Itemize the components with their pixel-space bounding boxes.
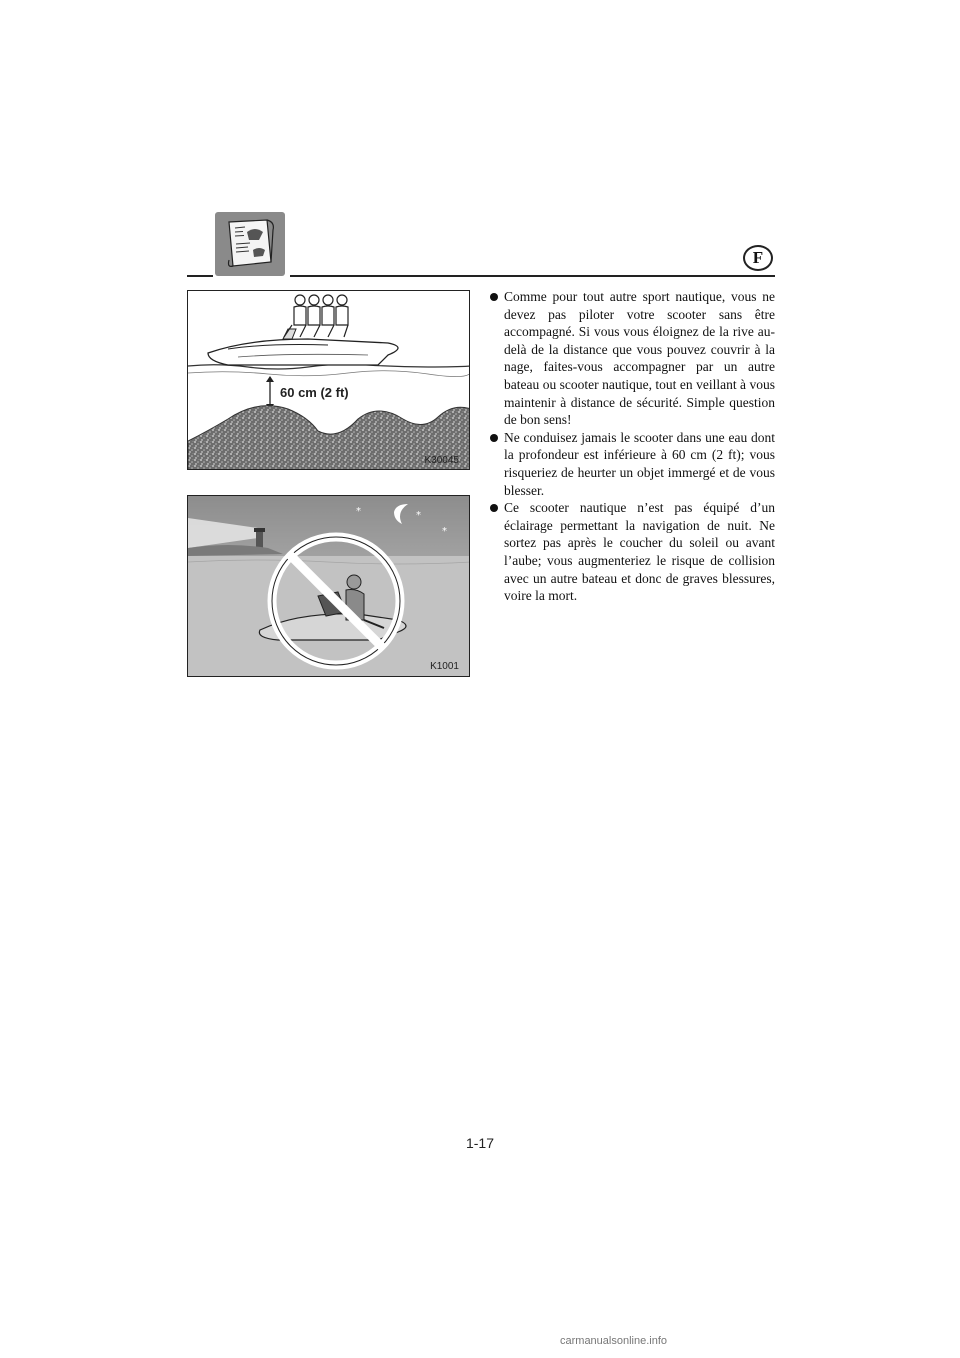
header-rule-left xyxy=(187,275,213,277)
svg-text:*: * xyxy=(442,526,447,537)
language-badge: F xyxy=(743,245,773,271)
bullet-item xyxy=(490,288,775,429)
owners-manual-icon xyxy=(215,212,285,276)
header-rule-right xyxy=(290,275,775,277)
bullet-item xyxy=(490,429,775,499)
bullet-dot xyxy=(490,504,498,512)
svg-text:*: * xyxy=(416,510,421,521)
svg-text:*: * xyxy=(356,506,361,517)
bullet-text: Ne conduisez jamais le scooter dans une eau dont la profondeur est inférieure à 60 cm (2 ft); vous risqueriez de heurter un objet immergé et de vous blesser. xyxy=(504,429,775,498)
bullet-dot xyxy=(490,434,498,442)
figure-water-depth xyxy=(187,290,470,470)
night-prohibition-illustration xyxy=(188,496,470,677)
figure-code: K1001 xyxy=(430,661,459,672)
bullet-text: Ce scooter nautique n’est pas équipé d’un éclairage permettant la navigation de nuit. Ne sortez pas après le coucher du soleil ou avant l’aube; vous augmenteriez le risque de collision avec un autre bateau et donc de graves blessures, voire la mort. xyxy=(504,500,775,604)
watermark: carmanualsonline.info xyxy=(560,1335,668,1347)
bullet-dot xyxy=(490,293,498,301)
figure-code: K30045 xyxy=(424,455,459,466)
jetski-depth-illustration xyxy=(188,291,470,470)
bullet-item xyxy=(490,499,775,605)
depth-label: 60 cm (2 ft) xyxy=(280,385,349,400)
page-number: 1-17 xyxy=(465,1135,495,1151)
figure-no-night-riding xyxy=(187,495,470,677)
bullet-text: Comme pour tout autre sport nautique, vous ne devez pas piloter votre scooter sans être accompagné. Si vous vous éloignez de la rive au-delà de la distance que vous pouvez couvrir à la nage, faites-vous accompagner par un autre bateau ou scooter nautique, tout en veillant à vous maintenir à distance de sécurité. Simple question de bon sens! xyxy=(504,289,775,428)
manual-book-graphic xyxy=(215,212,285,276)
safety-bullet-list xyxy=(490,288,775,605)
